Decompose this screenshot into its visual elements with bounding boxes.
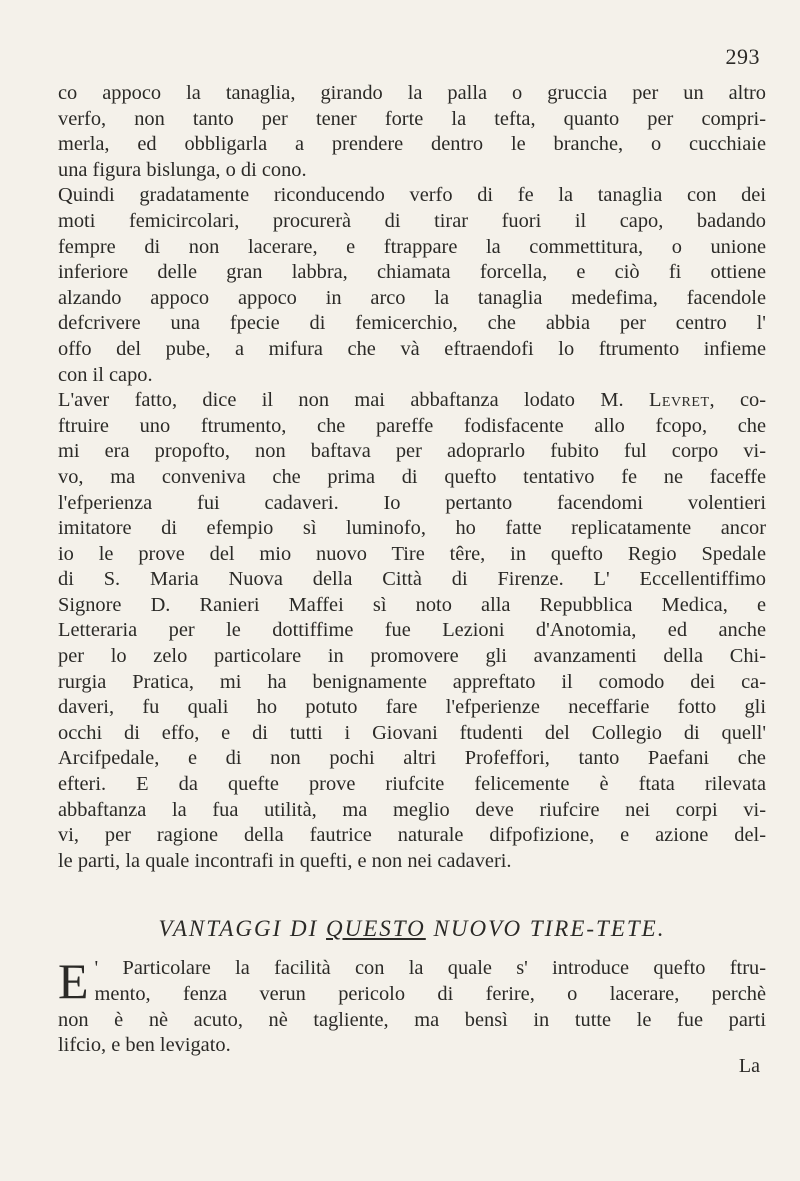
text-line: inferiore delle gran labbra, chiamata forcella, e ciò fi ottiene (58, 261, 766, 284)
text-line: Quindi gradatamente riconducendo verfo di fe la tanaglia con dei (58, 184, 766, 207)
text-line: verfo, non tanto per tener forte la tefta, quanto per compri- (58, 107, 766, 130)
text-line: mento, fenza verun pericolo di ferire, o lacerare, perchè (94, 983, 766, 1005)
section-title-underlined: QUESTO (326, 916, 426, 942)
text-line: lifcio, e ben levigato. (58, 1034, 231, 1057)
section-title (58, 916, 766, 942)
text-line: una figura bislunga, o di cono. (58, 158, 307, 181)
text-line: Arcifpedale, e di non pochi altri Profeffori, tanto Paefani che (58, 747, 766, 770)
text-fragment: , co- (709, 389, 767, 412)
text-line: ' Particolare la facilità con la quale s' introduce quefto ftru- (94, 957, 766, 980)
text-line: merla, ed obbligarla a prendere dentro le branche, o cucchiaie (58, 133, 766, 156)
text-line-with-name (58, 388, 766, 414)
final-paragraph (58, 953, 766, 1058)
text-line: defcrivere una fpecie di femicerchio, che abbia per centro l' (58, 312, 766, 335)
catchword: La (738, 1055, 760, 1077)
text-line: mi era propofto, non baftava per adoprarlo fubito ful corpo vi- (58, 440, 766, 463)
text-line: efteri. E da quefte prove riufcite felicemente è ftata rilevata (58, 773, 766, 796)
text-line: vo, ma conveniva che prima di quefto tentativo fe ne faceffe (58, 465, 766, 488)
text-line: fempre di non lacerare, e ftrappare la commettitura, o unione (58, 235, 766, 258)
text-line: alzando appoco appoco in arco la tanaglia medefima, facendole (58, 286, 766, 309)
text-line: abbaftanza la fua utilità, ma meglio deve riufcire nei corpi vi- (58, 798, 766, 821)
text-line: di S. Maria Nuova della Città di Firenze. L' Eccellentiffimo (58, 568, 766, 591)
text-fragment: L'aver fatto, dice il non mai abbaftanza lodato M. (58, 389, 624, 412)
text-line: rurgia Pratica, mi ha benignamente appreftato il comodo dei ca- (58, 670, 766, 693)
page-number: 293 (725, 44, 760, 69)
text-line: ftruire uno ftrumento, che pareffe fodisfacente allo fcopo, che (58, 414, 766, 437)
text-line: per lo zelo particolare in promovere gli avanzamenti della Chi- (58, 645, 766, 668)
section-title-part: NUOVO TIRE-TETE. (425, 916, 666, 942)
paragraph-1 (58, 81, 766, 183)
author-name: Levret (648, 389, 710, 412)
text-line: l'efperienza fui cadaveri. Io pertanto facendomi volentieri (58, 491, 766, 514)
paragraph-3 (58, 388, 766, 874)
text-line: Signore D. Ranieri Maffei sì noto alla Repubblica Medica, e (58, 593, 766, 616)
paragraph-2 (58, 183, 766, 388)
text-line: con il capo. (58, 363, 153, 386)
text-line: vi, per ragione della fautrice naturale difpofizione, e azione del- (58, 824, 766, 847)
text-line: le parti, la quale incontrafi in quefti, e non nei cadaveri. (58, 849, 512, 872)
body-text (58, 0, 766, 874)
text-line: non è nè acuto, nè tagliente, ma bensì in tutte le fue parti (58, 1008, 766, 1031)
drop-cap: E (58, 953, 89, 1010)
text-line: moti femicircolari, procurerà di tirar fuori il capo, badando (58, 209, 766, 232)
text-line: daveri, fu quali ho potuto fare l'efperienze neceffarie fotto gli (58, 696, 766, 719)
section-title-part: VANTAGGI DI (158, 916, 327, 942)
text-line: co appoco la tanaglia, girando la palla o gruccia per un altro (58, 82, 766, 104)
text-line: Letteraria per le dottiffime fue Lezioni d'Anotomia, ed anche (58, 619, 766, 642)
text-line: offo del pube, a mifura che và eftraendofi lo ftrumento infieme (58, 337, 766, 360)
text-line: occhi di effo, e di tutti i Giovani ftudenti del Collegio di quell' (58, 721, 766, 744)
text-line: imitatore di efempio sì luminofo, ho fatte replicatamente ancor (58, 517, 766, 540)
text-line: io le prove del mio nuovo Tire têre, in quefto Regio Spedale (58, 542, 766, 565)
